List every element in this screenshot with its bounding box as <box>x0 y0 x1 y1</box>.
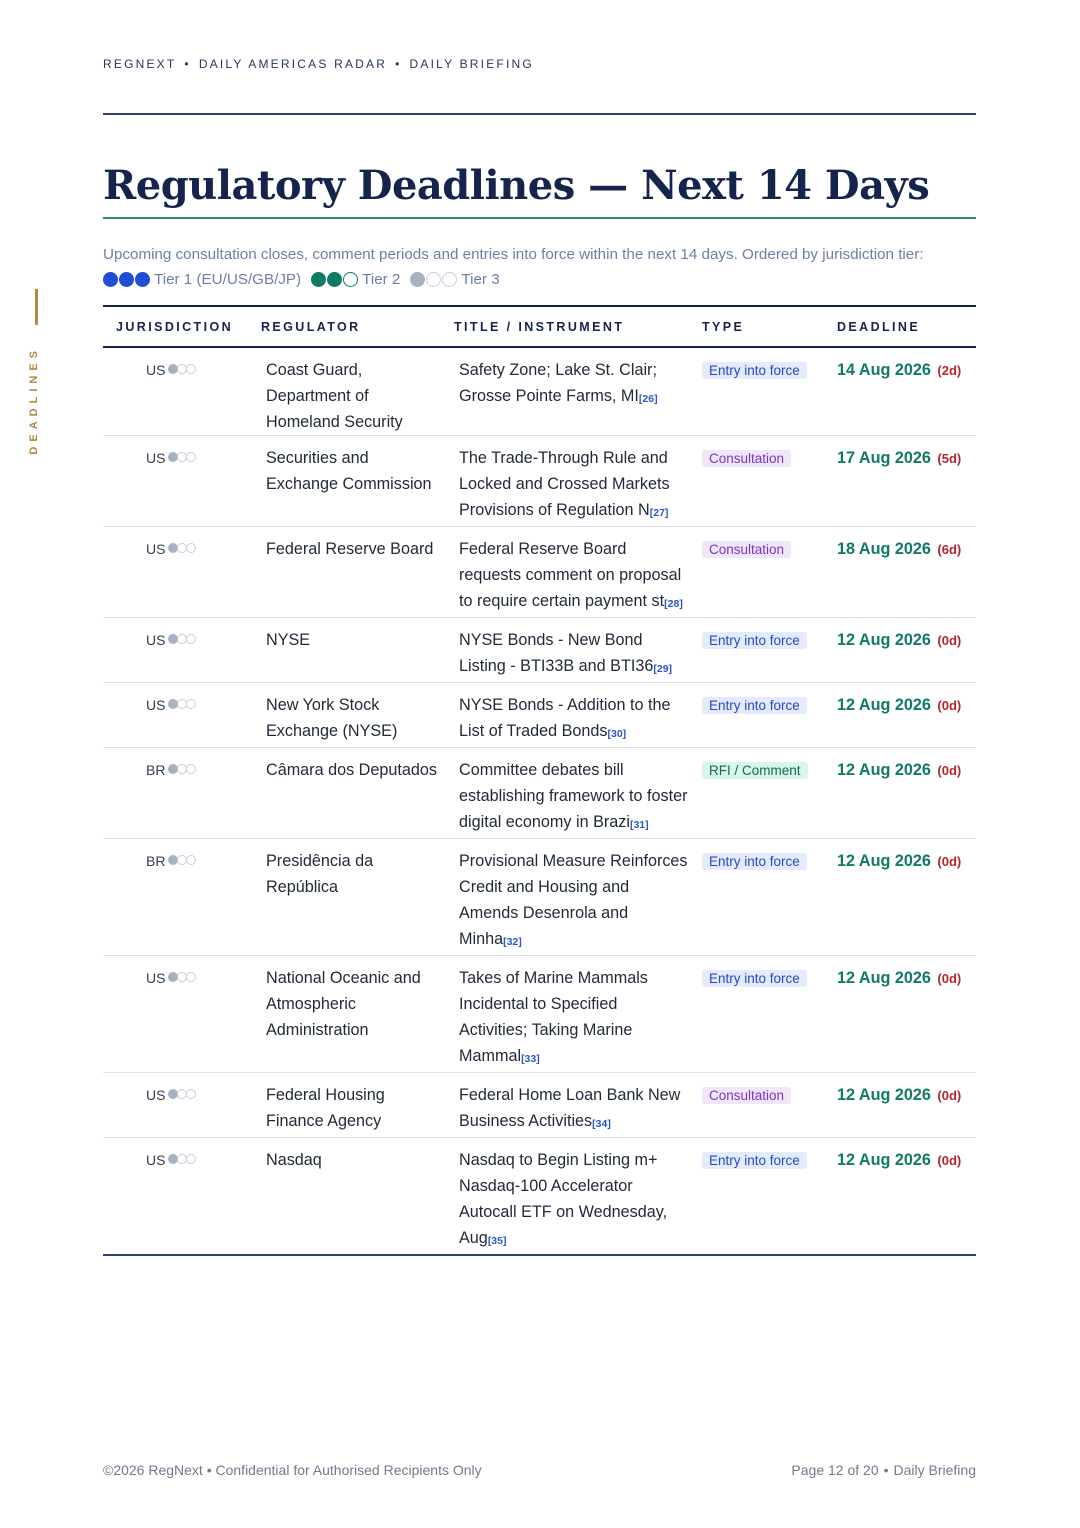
reference-link[interactable]: [31] <box>629 819 649 831</box>
jurisdiction-cell <box>103 536 261 617</box>
footer-confidentiality: ©2026 RegNext • Confidential for Authorised Recipients Only <box>103 1462 482 1478</box>
type-cell <box>702 848 837 955</box>
title-cell <box>454 627 702 682</box>
days-remaining: (0d) <box>937 763 962 778</box>
footer-page-info <box>791 1462 976 1478</box>
deadline-cell <box>837 1147 976 1254</box>
tier-filled-dot-icon <box>311 272 326 287</box>
header-report: DAILY AMERICAS RADAR <box>198 57 388 71</box>
header-deadline: DEADLINE <box>837 319 921 334</box>
instrument-title: Committee debates bill establishing framework to foster digital economy in Brazi <box>459 761 688 831</box>
legend-tier1-label: Tier 1 (EU/US/GB/JP) <box>154 271 302 288</box>
title-cell <box>454 692 702 747</box>
title-cell <box>454 965 702 1072</box>
instrument-title: Takes of Marine Mammals Incidental to Specified Activities; Taking Marine Mammal <box>459 969 648 1065</box>
tier-filled-dot-icon <box>327 272 342 287</box>
reference-link[interactable]: [30] <box>607 728 627 740</box>
type-cell <box>702 757 837 838</box>
reference-link[interactable]: [29] <box>653 663 673 675</box>
regulator-cell: Federal Housing Finance Agency <box>266 1086 385 1130</box>
footer-page-number: Page 12 of 20 <box>791 1462 879 1478</box>
table-header <box>103 305 976 348</box>
jurisdiction-cell <box>103 1082 261 1137</box>
deadline-cell <box>837 757 976 838</box>
type-cell <box>702 692 837 747</box>
type-badge: Consultation <box>702 450 791 467</box>
side-section-label: DEADLINES <box>28 346 40 455</box>
tier-filled-dot-icon <box>119 272 134 287</box>
type-cell <box>702 536 837 617</box>
jurisdiction-code: US <box>146 362 166 378</box>
regulator-cell: Nasdaq <box>266 1151 322 1169</box>
regulator-cell: Securities and Exchange Commission <box>266 449 432 493</box>
tier-empty-dot-icon <box>186 699 196 709</box>
header-separator: • <box>395 57 402 71</box>
type-badge: Consultation <box>702 541 791 558</box>
type-badge: Entry into force <box>702 362 807 379</box>
jurisdiction-cell <box>103 627 261 682</box>
type-cell <box>702 1147 837 1254</box>
type-badge: Entry into force <box>702 697 807 714</box>
days-remaining: (0d) <box>937 854 962 869</box>
title-cell <box>454 536 702 617</box>
title-cell <box>454 757 702 838</box>
jurisdiction-code: US <box>146 632 166 648</box>
tier-filled-dot-icon <box>103 272 118 287</box>
title-cell <box>454 848 702 955</box>
tier-empty-dot-icon <box>186 855 196 865</box>
deadline-date: 12 Aug 2026 <box>837 696 931 714</box>
regulator-cell: National Oceanic and Atmospheric Administration <box>266 969 421 1039</box>
tier-indicator <box>168 634 195 644</box>
type-badge: Consultation <box>702 1087 791 1104</box>
reference-link[interactable]: [26] <box>638 393 658 405</box>
regulator-cell: New York Stock Exchange (NYSE) <box>266 696 398 740</box>
table-row <box>103 1073 976 1138</box>
page-title: Regulatory Deadlines — Next 14 Days <box>103 162 930 209</box>
running-header <box>103 57 534 71</box>
table-row <box>103 1138 976 1256</box>
tier-empty-dot-icon <box>186 764 196 774</box>
regulator-cell: NYSE <box>266 631 311 649</box>
type-cell <box>702 1082 837 1137</box>
type-cell <box>702 445 837 526</box>
jurisdiction-cell <box>103 445 261 526</box>
jurisdiction-cell <box>103 848 261 955</box>
table-row <box>103 618 976 683</box>
type-cell <box>702 357 837 435</box>
days-remaining: (2d) <box>937 363 962 378</box>
header-separator: • <box>184 57 191 71</box>
regulator-cell: Câmara dos Deputados <box>266 761 437 779</box>
header-title: TITLE / INSTRUMENT <box>454 319 625 334</box>
tier-empty-dot-icon <box>186 452 196 462</box>
jurisdiction-code: US <box>146 697 166 713</box>
type-cell <box>702 965 837 1072</box>
jurisdiction-code: US <box>146 450 166 466</box>
type-badge: Entry into force <box>702 970 807 987</box>
table-row <box>103 348 976 436</box>
intro-paragraph <box>103 242 983 295</box>
title-cell <box>454 445 702 526</box>
tier-indicator <box>168 855 195 865</box>
deadline-date: 12 Aug 2026 <box>837 852 931 870</box>
title-cell <box>454 1147 702 1254</box>
tier-empty-dot-icon <box>186 1089 196 1099</box>
days-remaining: (6d) <box>937 542 962 557</box>
tier-empty-dot-icon <box>186 1154 196 1164</box>
jurisdiction-cell <box>103 965 261 1072</box>
deadline-date: 12 Aug 2026 <box>837 631 931 649</box>
instrument-title: NYSE Bonds - Addition to the List of Traded Bonds <box>459 696 671 740</box>
instrument-title: The Trade-Through Rule and Locked and Crossed Markets Provisions of Regulation N <box>459 449 670 519</box>
type-badge: Entry into force <box>702 853 807 870</box>
reference-link[interactable]: [27] <box>649 507 669 519</box>
instrument-title: Provisional Measure Reinforces Credit and Housing and Amends Desenrola and Minha <box>459 852 688 948</box>
deadlines-table <box>103 305 976 1256</box>
tier-empty-dot-icon <box>186 972 196 982</box>
days-remaining: (0d) <box>937 633 962 648</box>
deadline-date: 14 Aug 2026 <box>837 361 931 379</box>
days-remaining: (0d) <box>937 1153 962 1168</box>
table-row <box>103 436 976 527</box>
instrument-title: Federal Reserve Board requests comment on proposal to require certain payment st <box>459 540 682 610</box>
jurisdiction-code: US <box>146 541 166 557</box>
jurisdiction-cell <box>103 357 261 435</box>
tier-indicator <box>168 364 195 374</box>
intro-text: Upcoming consultation closes, comment periods and entries into force within the next 14 days. Ordered by jurisdiction tier: <box>103 246 924 263</box>
days-remaining: (0d) <box>937 971 962 986</box>
deadline-cell <box>837 965 976 1072</box>
jurisdiction-cell <box>103 757 261 838</box>
legend-tier2-label: Tier 2 <box>362 271 401 288</box>
deadline-date: 12 Aug 2026 <box>837 969 931 987</box>
tier-indicator <box>168 972 195 982</box>
tier-indicator <box>168 699 195 709</box>
header-jurisdiction: JURISDICTION <box>116 319 234 334</box>
tier-empty-dot-icon <box>343 272 358 287</box>
footer-separator: • <box>883 1462 889 1478</box>
type-badge: Entry into force <box>702 632 807 649</box>
tier-indicator <box>168 452 195 462</box>
deadline-date: 12 Aug 2026 <box>837 1086 931 1104</box>
regulator-cell: Presidência da República <box>266 852 374 896</box>
reference-link[interactable]: [28] <box>664 598 683 610</box>
jurisdiction-code: US <box>146 1087 166 1103</box>
header-divider <box>103 113 976 115</box>
deadline-cell <box>837 627 976 682</box>
title-divider <box>103 217 976 219</box>
table-row <box>103 683 976 748</box>
table-row <box>103 527 976 618</box>
reference-link[interactable]: [32] <box>503 936 522 948</box>
deadline-cell <box>837 1082 976 1137</box>
table-row <box>103 956 976 1073</box>
days-remaining: (0d) <box>937 1088 962 1103</box>
title-cell <box>454 357 702 435</box>
tier-filled-dot-icon <box>410 272 425 287</box>
tier-indicator <box>168 1154 195 1164</box>
type-badge: Entry into force <box>702 1152 807 1169</box>
reference-link[interactable]: [33] <box>521 1053 540 1065</box>
reference-link[interactable]: [35] <box>487 1235 507 1247</box>
table-row <box>103 748 976 839</box>
header-type: TYPE <box>702 319 745 334</box>
deadline-cell <box>837 536 976 617</box>
header-brand: REGNEXT <box>103 57 177 71</box>
header-regulator: REGULATOR <box>261 319 361 334</box>
title-cell <box>454 1082 702 1137</box>
table-body <box>103 348 976 1256</box>
jurisdiction-code: US <box>146 1152 166 1168</box>
tier-indicator <box>168 1089 195 1099</box>
tier-empty-dot-icon <box>426 272 441 287</box>
days-remaining: (5d) <box>937 451 962 466</box>
reference-link[interactable]: [34] <box>592 1118 611 1130</box>
instrument-title: NYSE Bonds - New Bond Listing - BTI33B and BTI36 <box>459 631 654 675</box>
side-accent-bar <box>35 289 38 325</box>
tier-indicator <box>168 543 195 553</box>
header-section: DAILY BRIEFING <box>409 57 534 71</box>
tier-filled-dot-icon <box>135 272 150 287</box>
jurisdiction-cell <box>103 1147 261 1254</box>
regulator-cell: Coast Guard, Department of Homeland Security <box>266 361 403 431</box>
tier-empty-dot-icon <box>442 272 457 287</box>
jurisdiction-code: BR <box>146 762 166 778</box>
deadline-date: 17 Aug 2026 <box>837 449 931 467</box>
footer-doc-type: Daily Briefing <box>893 1462 976 1478</box>
deadline-cell <box>837 692 976 747</box>
instrument-title: Federal Home Loan Bank New Business Activities <box>459 1086 681 1130</box>
jurisdiction-code: BR <box>146 853 166 869</box>
type-badge: RFI / Comment <box>702 762 808 779</box>
type-cell <box>702 627 837 682</box>
table-row <box>103 839 976 956</box>
instrument-title: Safety Zone; Lake St. Clair; Grosse Pointe Farms, MI <box>459 361 657 405</box>
tier-empty-dot-icon <box>186 364 196 374</box>
deadline-cell <box>837 445 976 526</box>
tier-empty-dot-icon <box>186 543 196 553</box>
jurisdiction-cell <box>103 692 261 747</box>
tier-legend <box>103 267 510 292</box>
jurisdiction-code: US <box>146 970 166 986</box>
tier-empty-dot-icon <box>186 634 196 644</box>
days-remaining: (0d) <box>937 698 962 713</box>
regulator-cell: Federal Reserve Board <box>266 540 434 558</box>
instrument-title: Nasdaq to Begin Listing m+ Nasdaq-100 Accelerator Autocall ETF on Wednesday, Aug <box>459 1151 668 1247</box>
deadline-cell <box>837 848 976 955</box>
deadline-date: 12 Aug 2026 <box>837 1151 931 1169</box>
legend-tier3-label: Tier 3 <box>461 271 500 288</box>
deadline-date: 12 Aug 2026 <box>837 761 931 779</box>
tier-indicator <box>168 764 195 774</box>
deadline-date: 18 Aug 2026 <box>837 540 931 558</box>
deadline-cell <box>837 357 976 435</box>
